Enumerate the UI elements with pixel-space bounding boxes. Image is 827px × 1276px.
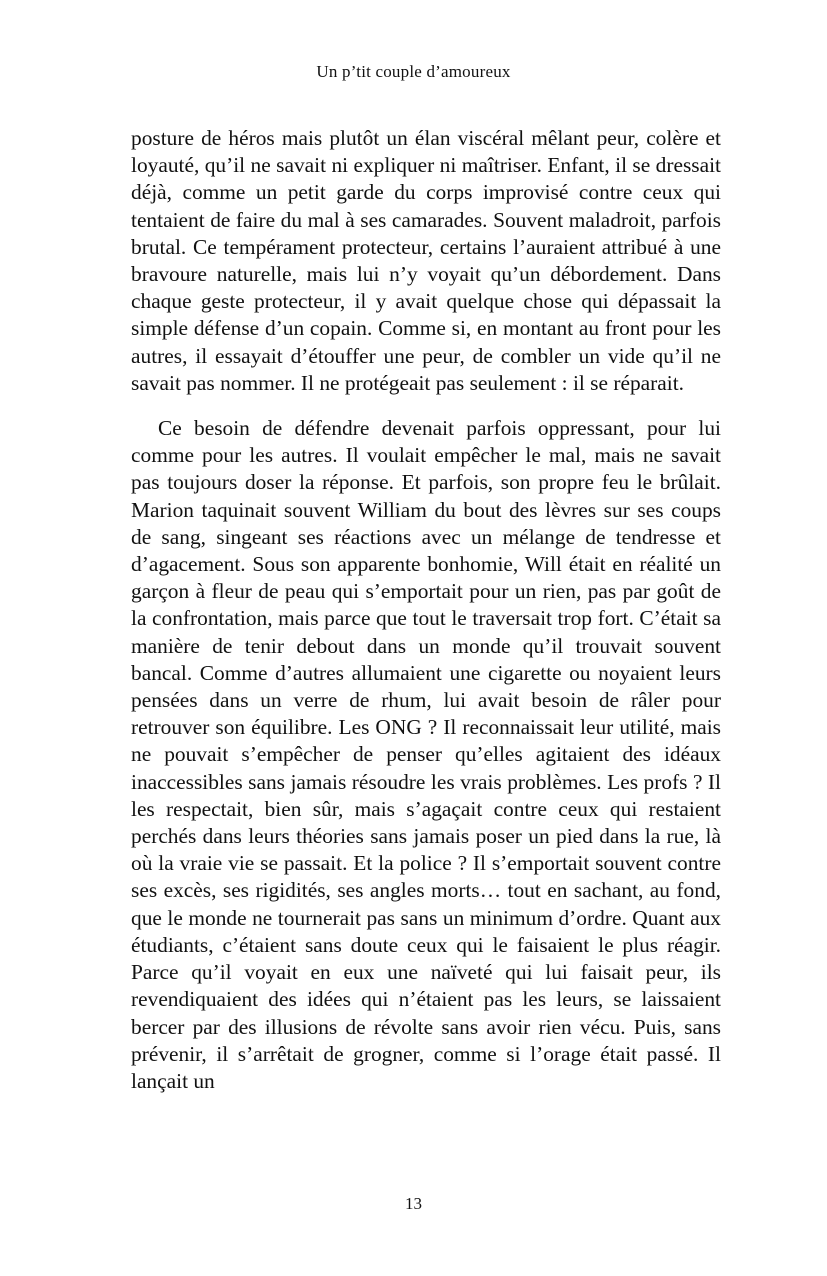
paragraph-continued: posture de héros mais plutôt un élan viscéral mêlant peur, colère et loyauté, qu’il ne savait ni expliquer ni maîtriser. Enfant, il se dressait déjà, comme un petit garde du corps improvisé contre ceux qui tentaient de faire du mal à ses camarades. Souvent maladroit, parfois brutal. Ce tempérament protecteur, certains l’auraient attribué à une bravoure naturelle, mais lui n’y voyait qu’un débordement. Dans chaque geste protecteur, il y avait quelque chose qui dépassait la simple défense d’un copain. Comme si, en montant au front pour les autres, il essayait d’étouffer une peur, de combler un vide qu’il ne savait pas nommer. Il ne protégeait pas seulement : il se réparait. — [131, 126, 721, 395]
page-number: 13 — [405, 1194, 422, 1213]
running-header: Un p’tit couple d’amoureux — [316, 62, 511, 81]
page-body — [131, 125, 721, 1095]
paragraph: Ce besoin de défendre devenait parfois oppressant, pour lui comme pour les autres. Il voulait empêcher le mal, mais ne savait pas toujours doser la réponse. Et parfois, son propre feu le brûlait. Marion taquinait souvent William du bout des lèvres sur ses coups de sang, singeant ses réactions avec un mélange de tendresse et d’agacement. Sous son apparente bonhomie, Will était en réalité un garçon à fleur de peau qui s’emportait pour un rien, pas par goût de la confrontation, mais parce que tout le traversait trop fort. C’était sa manière de tenir debout dans un monde qu’il trouvait souvent bancal. Comme d’autres allumaient une cigarette ou noyaient leurs pensées dans un verre de rhum, lui avait besoin de râler pour retrouver son équilibre. Les ONG ? Il reconnaissait leur utilité, mais ne pouvait s’empêcher de penser qu’elles agitaient des idéaux inaccessibles sans jamais résoudre les vrais problèmes. Les profs ? Il les respectait, bien sûr, mais s’agaçait contre ceux qui restaient perchés dans leurs théories sans jamais poser un pied dans la rue, là où la vraie vie se passait. Et la police ? Il s’emportait souvent contre ses excès, ses rigidités, ses angles morts… tout en sachant, au fond, que le monde ne tournerait pas sans un minimum d’ordre. Quant aux étudiants, c’étaient sans doute ceux qui le faisaient le plus réagir. Parce qu’il voyait en eux une naïveté qui lui faisait peur, ils revendiquaient des idées qui n’étaient pas les leurs, se laissaient bercer par des illusions de révolte sans avoir rien vécu. Puis, sans prévenir, il s’arrêtait de grogner, comme si l’orage était passé. Il lançait un — [131, 416, 721, 1093]
